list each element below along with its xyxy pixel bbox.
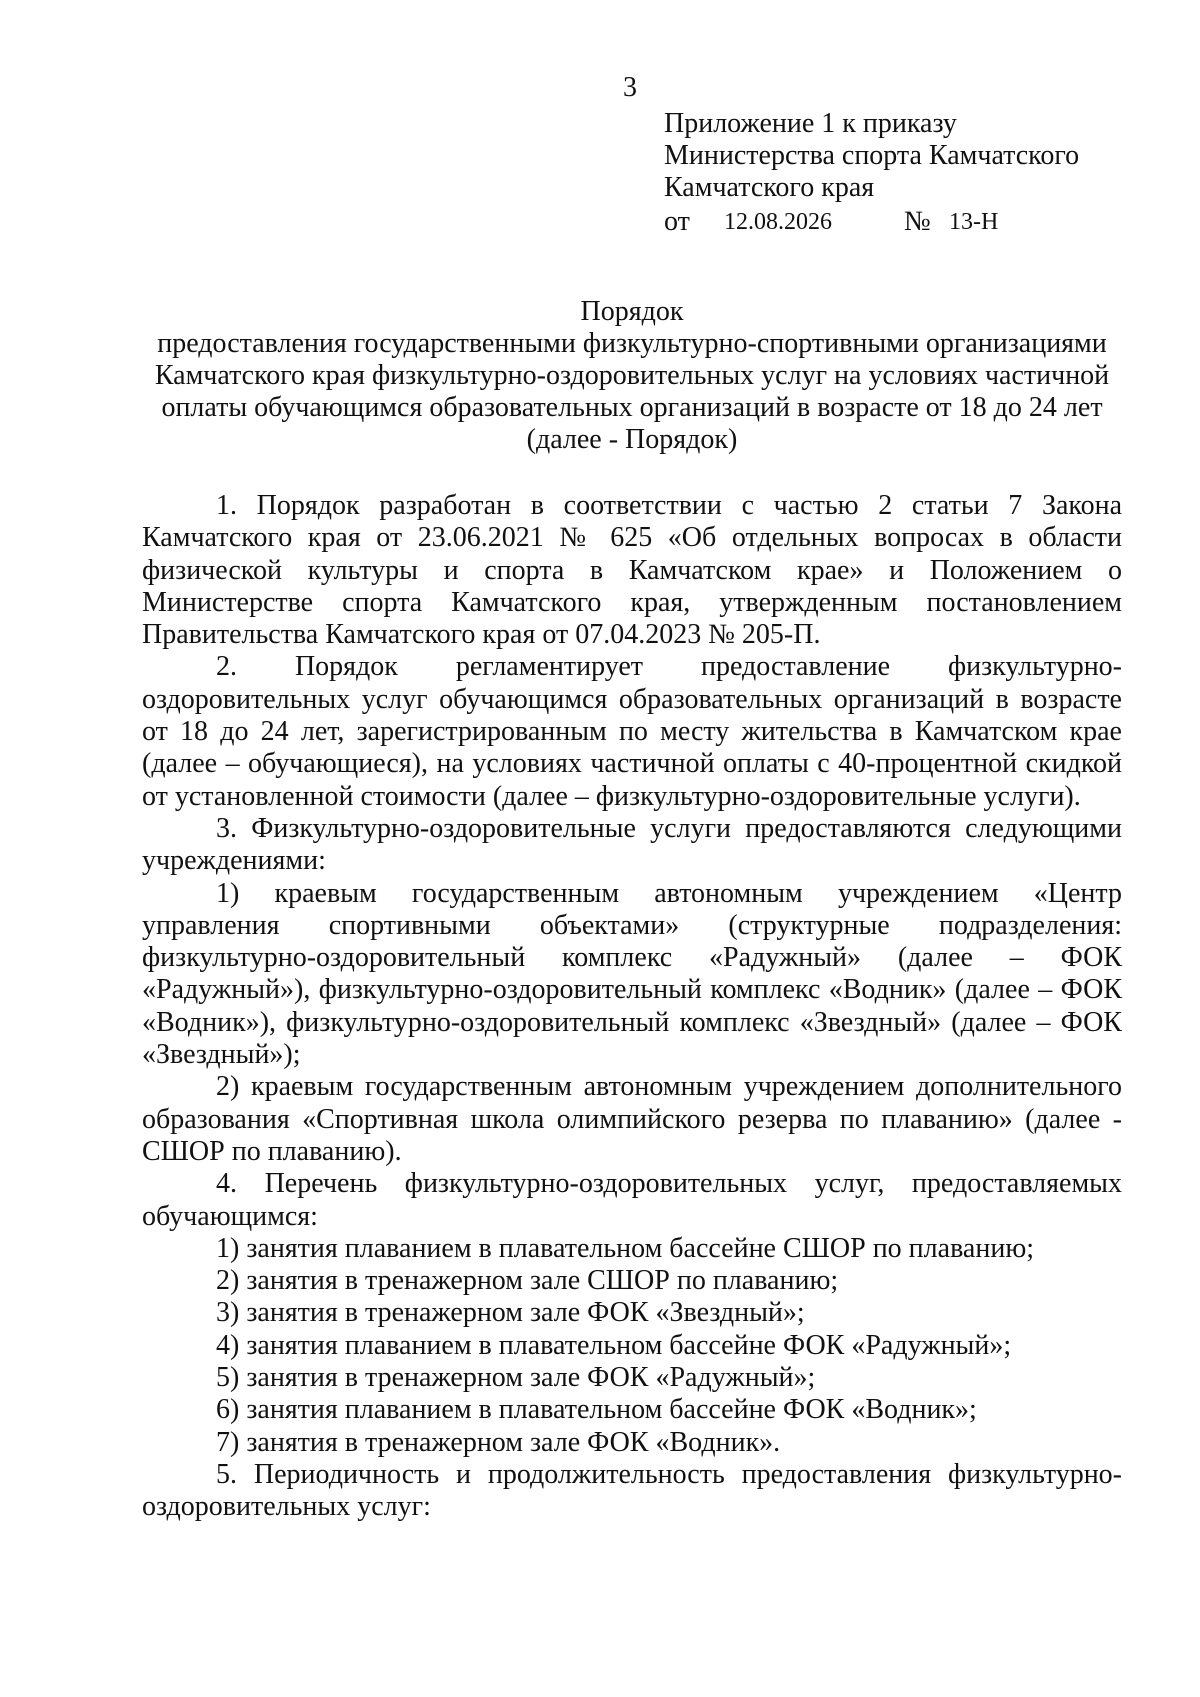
paragraph-4-item-7: 7) занятия в тренажерном зале ФОК «Водник». — [216, 1426, 781, 1458]
from-label: от — [664, 206, 690, 237]
heading-line-3: оплаты обучающимся образовательных организаций в возрасте от 18 до 24 лет — [161, 392, 1103, 423]
appendix-line-3: Камчатского края — [664, 172, 875, 203]
paragraph-4-item-3: 3) занятия в тренажерном зале ФОК «Звездный»; — [216, 1297, 805, 1329]
paragraph-4-item-1: 1) занятия плаванием в плавательном бассейне СШОР по плаванию; — [216, 1232, 1035, 1264]
paragraph-4: 4. Перечень физкультурно-оздоровительных услуг, предоставляемых обучающимся: — [142, 1168, 1122, 1232]
paragraph-3-item-2: 2) краевым государственным автономным учреждением дополнительного образования «Спортивная школа олимпийского резерва по плаванию» (далее - СШОР по плаванию). — [142, 1071, 1122, 1167]
document-body — [142, 490, 1122, 1524]
number-label: № — [904, 206, 931, 237]
paragraph-5: 5. Периодичность и продолжительность предоставления физкультурно-оздоровительных услуг: — [142, 1458, 1122, 1523]
heading-line-4: (далее - Порядок) — [526, 424, 738, 455]
appendix-date-number — [664, 206, 1144, 242]
paragraph-1: 1. Порядок разработан в соответствии с частью 2 статьи 7 Закона Камчатского края от 23.06.2021 № 625 «Об отдельных вопросах в области физической культуры и спорта в Камчатском крае» и Положением о Министерстве спорта Камчатского края, утвержденным постановлением Правительства Камчатского края от 07.04.2023 № 205-П. — [142, 490, 1122, 651]
appendix-block — [664, 108, 1144, 242]
order-number: 13-Н — [949, 209, 999, 235]
paragraph-4-item-6: 6) занятия плаванием в плавательном бассейне ФОК «Водник»; — [216, 1394, 977, 1426]
order-date: 12.08.2026 — [724, 209, 832, 235]
appendix-line-2: Министерства спорта Камчатского — [664, 140, 1080, 171]
document-title: Порядок — [580, 296, 684, 327]
paragraph-4-item-5: 5) занятия в тренажерном зале ФОК «Радужный»; — [216, 1362, 816, 1394]
paragraph-3-item-1: 1) краевым государственным автономным учреждением «Центр управления спортивными объектами» (структурные подразделения: физкультурно-оздоровительный комплекс «Радужный» (далее – ФОК «Радужный»), физкультурно-оздоровительный комплекс «Водник» (далее – ФОК «Водник»), физкультурно-оздоровительный комплекс «Звездный» (далее – ФОК «Звездный»); — [142, 877, 1122, 1071]
paragraph-3: 3. Физкультурно-оздоровительные услуги предоставляются следующими учреждениями: — [142, 812, 1122, 877]
paragraph-2: 2. Порядок регламентирует предоставление физкультурно-оздоровительных услуг обучающимся образовательных организаций в возрасте от 18 до 24 лет, зарегистрированным по месту жительства в Камчатском крае (далее – обучающиеся), на условиях частичной оплаты с 40-процентной скидкой от установленной стоимости (далее – физкультурно-оздоровительные услуги). — [142, 651, 1122, 812]
document-heading — [142, 296, 1122, 456]
appendix-line-1: Приложение 1 к приказу — [664, 108, 957, 139]
page-number: 3 — [623, 72, 637, 103]
paragraph-4-item-4: 4) занятия плаванием в плавательном бассейне ФОК «Радужный»; — [216, 1329, 1012, 1361]
heading-line-1: предоставления государственными физкультурно-спортивными организациями — [157, 328, 1107, 359]
paragraph-4-item-2: 2) занятия в тренажерном зале СШОР по плаванию; — [216, 1265, 839, 1297]
heading-line-2: Камчатского края физкультурно-оздоровительных услуг на условиях частичной — [154, 360, 1110, 391]
